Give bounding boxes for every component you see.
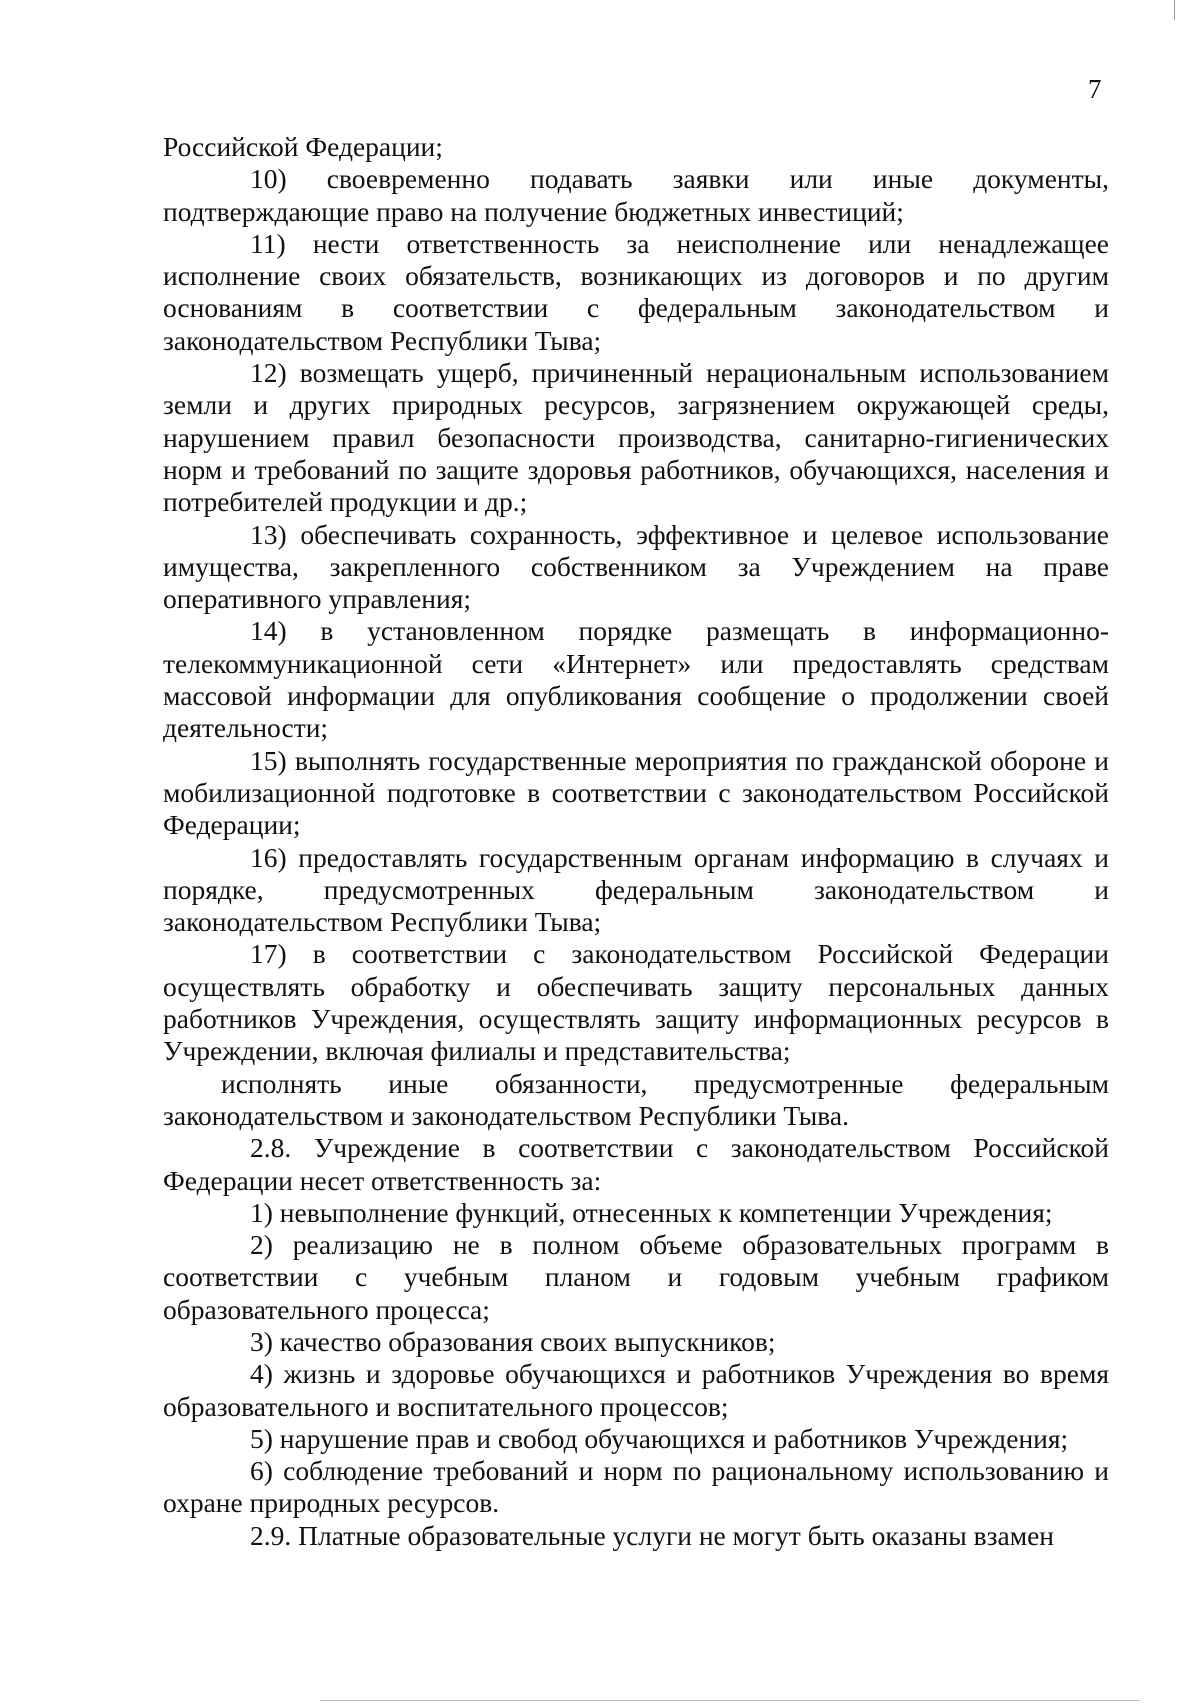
paragraph-federation-end: Российской Федерации;: [163, 131, 443, 162]
paragraph-item-10: 10) своевременно подавать заявки или иные документы, подтверждающие право на получение бюджетных инвестиций;: [163, 163, 1109, 227]
paragraph-liability-2: 2) реализацию не в полном объеме образовательных программ в соответствии с учебным планом и годовым учебным графиком образовательного процесса;: [163, 1229, 1109, 1325]
paragraph-item-12: 12) возмещать ущерб, причиненный нерациональным использованием земли и других природных ресурсов, загрязнением окружающей среды, нарушением правил безопасности производства, санитарно-гигиенических норм и требований по защите здоровья работников, обучающихся, населения и потребителей продукции и др.;: [163, 357, 1109, 518]
paragraph-item-15: 15) выполнять государственные мероприятия по гражданской обороне и мобилизационной подготовке в соответствии с законодательством Российской Федерации;: [163, 744, 1109, 841]
paragraph-item-11: 11) нести ответственность за неисполнение или ненадлежащее исполнение своих обязательств, возникающих из договоров и по другим основаниям в соответствии с федеральным законодательством и законодательством Республики Тыва;: [163, 227, 1109, 356]
paragraph-item-16: 16) предоставлять государственным органам информацию в случаях и порядке, предусмотренных федеральным законодательством и законодательством Республики Тыва;: [163, 841, 1109, 938]
document-body: [163, 131, 1109, 1552]
scan-edge-mark: [1174, 0, 1175, 20]
paragraph-liability-3: 3) качество образования своих выпускников;: [250, 1325, 776, 1357]
paragraph-liability-1: 1) невыполнение функций, отнесенных к компетенции Учреждения;: [250, 1196, 1053, 1228]
paragraph-section-2-8: 2.8. Учреждение в соответствии с законодательством Российской Федерации несет ответственность за:: [163, 1132, 1109, 1196]
page-number: 7: [1088, 74, 1102, 104]
paragraph-liability-5: 5) нарушение прав и свобод обучающихся и работников Учреждения;: [250, 1422, 1069, 1454]
paragraph-liability-4: 4) жизнь и здоровье обучающихся и работников Учреждения во время образовательного и воспитательного процессов;: [163, 1358, 1109, 1422]
paragraph-item-14: 14) в установленном порядке размещать в информационно-телекоммуникационной сети «Интернет» или предоставлять средствам массовой информации для опубликования сообщение о продолжении своей деятельности;: [163, 615, 1109, 744]
paragraph-other-duties: исполнять иные обязанности, предусмотренные федеральным законодательством и законодательством Республики Тыва.: [163, 1067, 1109, 1131]
paragraph-item-13: 13) обеспечивать сохранность, эффективное и целевое использование имущества, закрепленного собственником за Учреждением на праве оперативного управления;: [163, 518, 1109, 615]
paragraph-item-17: 17) в соответствии с законодательством Российской Федерации осуществлять обработку и обеспечивать защиту персональных данных работников Учреждения, осуществлять защиту информационных ресурсов в Учреждении, включая филиалы и представительства;: [163, 938, 1109, 1067]
paragraph-section-2-9: 2.9. Платные образовательные услуги не могут быть оказаны взамен: [250, 1519, 1055, 1551]
scan-bottom-edge: [320, 1700, 1140, 1701]
paragraph-liability-6: 6) соблюдение требований и норм по рациональному использованию и охране природных ресурсов.: [163, 1455, 1109, 1519]
